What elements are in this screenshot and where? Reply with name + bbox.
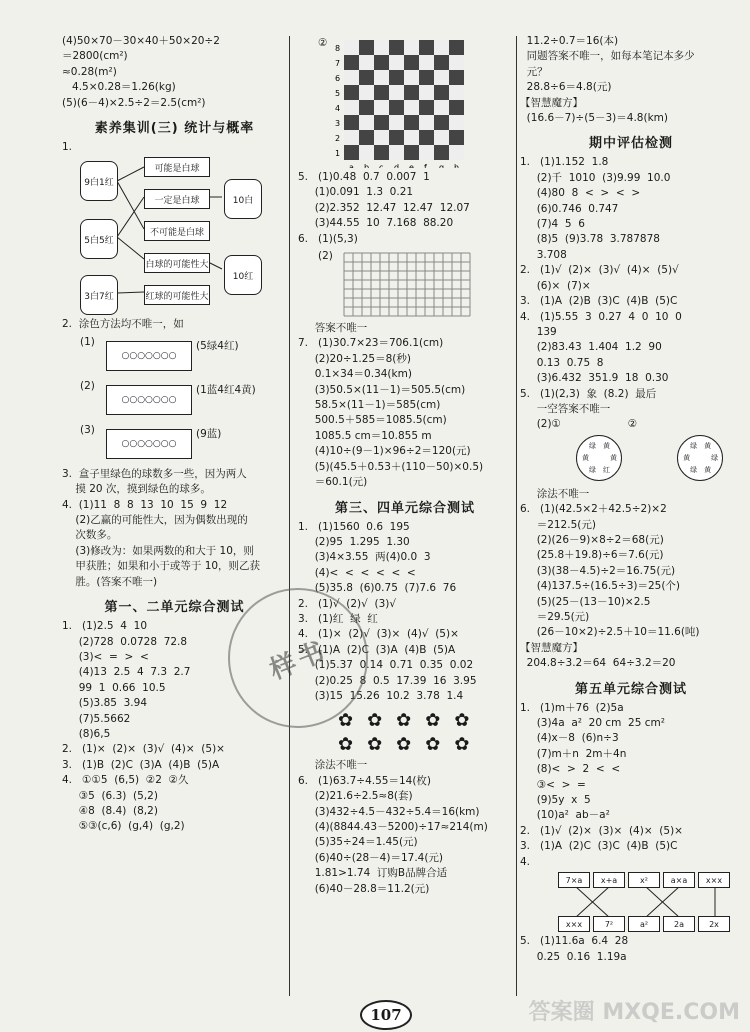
frog-card: x×x (558, 916, 590, 932)
box-number: (1) (80, 335, 95, 348)
statement-box: 红球的可能性大 (144, 285, 210, 305)
chess-square (449, 100, 464, 115)
answer-line: 4. ①①5 (6,5) ②2 ②久 (62, 774, 189, 787)
rank-label: 3 (335, 119, 341, 128)
chess-square (374, 70, 389, 85)
chess-square (434, 70, 449, 85)
answer-line: (25.8＋19.8)÷6＝7.6(元) (520, 549, 664, 562)
answer-line: (9)5y x 5 (520, 794, 591, 807)
chess-square (359, 40, 374, 55)
stamp-text: 样书 (265, 635, 333, 686)
pie-label: 绿 (690, 441, 698, 450)
rank-label: 6 (335, 74, 341, 83)
answer-line: (5)35÷24＝1.45(元) (298, 836, 418, 849)
chess-square (404, 130, 419, 145)
chess-square (449, 130, 464, 145)
column-2 (298, 34, 512, 1014)
chess-square (344, 145, 359, 160)
answer-line: (3)44.55 10 7.168 88.20 (298, 217, 454, 230)
chess-square (404, 70, 419, 85)
answer-line: 5. (1)11.6a 6.4 28 (520, 935, 629, 948)
page-number: 107 (360, 1000, 412, 1030)
answer-line: 涂法不唯一 (298, 759, 368, 772)
chess-square (374, 130, 389, 145)
frog-card: a² (628, 916, 660, 932)
frog-card: 7×a (558, 872, 590, 888)
chess-square (374, 115, 389, 130)
answer-line: ≈0.28(m²) (62, 65, 117, 78)
answer-line: (3)50.5×(11－1)＝505.5(cm) (298, 383, 466, 396)
jar-9-white-1-red: 9白1红 (80, 161, 118, 201)
chess-square (359, 85, 374, 100)
pie-figure (520, 435, 742, 485)
answer-line: 6. (1)(5,3) (298, 232, 358, 245)
answer-line: (6)0.746 0.747 (520, 202, 619, 215)
answer-line: (3)4a a² 20 cm 25 cm² (520, 717, 665, 730)
rank-label: 8 (335, 44, 341, 53)
answer-line: ＝212.5(元) (520, 518, 596, 531)
chess-square (449, 115, 464, 130)
question-label: (2) (318, 250, 333, 263)
file-label: g (439, 163, 445, 168)
section-title: 第五单元综合测试 (574, 681, 687, 697)
answer-line: 2. (1)√ (2)√ (3)√ (298, 597, 397, 610)
chess-square (389, 40, 404, 55)
answer-line: (2)20÷1.25＝8(秒) (298, 352, 411, 365)
answer-line: (3)(38－4.5)÷2＝16.75(元) (520, 564, 676, 577)
pie-label: 黄 (704, 465, 712, 474)
answer-line: (3)6.432 351.9 18 0.30 (520, 372, 669, 385)
answer-line: (2)千 1010 (3)9.99 10.0 (520, 171, 671, 184)
jar-3-white-7-red: 3白7红 (80, 275, 118, 315)
chess-square (434, 130, 449, 145)
statement-box: 可能是白球 (144, 157, 210, 177)
ball-box (62, 379, 287, 421)
jar-5-white-5-red: 5白5红 (80, 219, 118, 259)
chess-square (419, 55, 434, 70)
chess-square (404, 85, 419, 100)
answer-line: (4)137.5÷(16.5÷3)＝25(个) (520, 580, 681, 593)
chess-square (434, 115, 449, 130)
chess-square (419, 85, 434, 100)
chess-square (344, 55, 359, 70)
answer-line: 【智慧魔方】 (520, 641, 583, 654)
answer-line: (8)6,5 (62, 727, 111, 740)
file-label: f (424, 163, 427, 168)
answer-line: ＝2800(cm²) (62, 50, 128, 63)
answer-line: (4)13 2.5 4 7.3 2.7 (62, 666, 191, 679)
answer-line: 涂法不唯一 (520, 487, 590, 500)
section-title: 素养集训(三) 统计与概率 (94, 121, 255, 137)
column-1 (62, 34, 287, 1014)
answer-line: (3)432÷4.5－432÷5.4＝16(km) (298, 805, 480, 818)
answer-line: 5. (1)(2,3) 象 (8.2) 最后 (520, 387, 657, 400)
answer-line: (7)5.5662 (62, 712, 131, 725)
answer-line: 0.13 0.75 8 (520, 356, 604, 369)
chess-square (389, 70, 404, 85)
grid-figure (298, 249, 512, 319)
statement-box: 不可能是白球 (144, 221, 210, 241)
chess-square (404, 115, 419, 130)
answer-line: 2. (1)√ (2)× (3)√ (4)× (5)√ (520, 264, 679, 277)
answer-line: 摸 20 次，摸到绿色的球多。 (62, 483, 211, 496)
chess-square (359, 145, 374, 160)
answer-line: (6)× (7)× (520, 279, 591, 292)
answer-line: (2)728 0.0728 72.8 (62, 635, 188, 648)
statement-box: 一定是白球 (144, 189, 210, 209)
pie-label: 绿 (690, 465, 698, 474)
chess-square (389, 100, 404, 115)
flower-icons: ✿✿✿✿✿ (338, 734, 484, 756)
statement-box: 白球的可能性大 (144, 253, 210, 273)
file-label: d (394, 163, 400, 168)
answer-line: 3. (1)A (2)B (3)C (4)B (5)C (520, 295, 678, 308)
answer-line: ⑤③(c,6) (g,4) (g,2) (62, 820, 185, 833)
answer-line: 204.8÷3.2＝64 64÷3.2＝20 (520, 657, 676, 670)
column-3 (520, 34, 742, 1014)
frog-card: x×x (698, 872, 730, 888)
answer-line: 同题答案不唯一，如每本笔记本多少 (520, 50, 695, 63)
answer-line: 6. (1)63.7÷4.55＝14(枚) (298, 774, 432, 787)
chess-square (374, 85, 389, 100)
answer-line: 139 (520, 325, 557, 338)
rank-label: 4 (335, 104, 341, 113)
answer-line: 0.25 0.16 1.19a (520, 950, 627, 963)
answer-line: 元？ (520, 65, 548, 78)
answer-line: ④8 (8.4) (8,2) (62, 804, 158, 817)
chess-square (434, 100, 449, 115)
answer-line: (2)乙赢的可能性大，因为偶数出现的 (62, 514, 248, 527)
answer-line: (26－10×2)÷2.5＋10＝11.6(吨) (520, 626, 700, 639)
box-label: (1蓝4红4黄) (196, 383, 256, 396)
answer-line: (5)(6－4)×2.5÷2＝2.5(cm²) (62, 96, 206, 109)
box-label: (5绿4红) (196, 339, 239, 352)
box-number: (2) (80, 379, 95, 392)
answer-line: (4)10÷(9－1)×96÷2＝120(元) (298, 445, 471, 458)
answer-line: 2. (1)√ (2)× (3)× (4)× (5)× (520, 824, 683, 837)
answer-line: (8)< > 2 < < (520, 763, 621, 776)
answer-line: 3. (1)B (2)C (3)A (4)B (5)A (62, 758, 220, 771)
answer-line: 28.8÷6＝4.8(元) (520, 81, 612, 94)
column-divider (289, 36, 290, 996)
answer-line: 11.2÷0.7＝16(本) (520, 35, 619, 47)
spinner-1 (576, 435, 622, 481)
chess-square (389, 55, 404, 70)
chess-square (434, 85, 449, 100)
chess-square (419, 100, 434, 115)
answer-line: 1. (1)1.152 1.8 (520, 156, 609, 169)
answer-line: 答案不唯一 (298, 322, 368, 335)
chess-square (359, 130, 374, 145)
rank-label: 2 (335, 134, 341, 143)
chess-square (449, 55, 464, 70)
answer-line: 1085.5 cm＝10.855 m (298, 429, 432, 442)
answer-line: (10)a² ab－a² (520, 809, 610, 822)
rank-label: 5 (335, 89, 341, 98)
frog-card: a×a (663, 872, 695, 888)
frog-card: 2a (663, 916, 695, 932)
answer-line: (4)x－8 (6)n÷3 (520, 732, 619, 745)
jar-10-white: 10白 (224, 179, 262, 219)
answer-line: 2. (1)× (2)× (3)√ (4)× (5)× (62, 743, 225, 756)
answer-line: (5)35.8 (6)0.75 (7)7.6 76 (298, 582, 457, 595)
answer-line: (2)① ② (520, 418, 638, 431)
answer-line: 3. (1)红 绿 红 (298, 612, 378, 625)
chess-square (374, 145, 389, 160)
answer-line: (6)40－28.8＝11.2(元) (298, 882, 430, 895)
answer-line: 4. (1)× (2)√ (3)× (4)√ (5)× (298, 628, 459, 641)
answer-line: (4)50×70－30×40＋50×20÷2 (62, 35, 220, 47)
chess-square (419, 130, 434, 145)
answer-line: ③< > = (520, 778, 586, 791)
chess-square (434, 55, 449, 70)
answer-line: 3.708 (520, 248, 567, 261)
frog-card: 2x (698, 916, 730, 932)
answer-line: (5)3.85 3.94 (62, 697, 147, 710)
answer-line: (16.6－7)÷(5－3)＝4.8(km) (520, 112, 668, 125)
chess-square (434, 145, 449, 160)
answer-line: 【智慧魔方】 (520, 96, 583, 109)
chess-square (344, 70, 359, 85)
chess-square (389, 145, 404, 160)
frog-card: 7² (593, 916, 625, 932)
answer-line: (2)0.25 8 0.5 17.39 16 3.95 (298, 674, 477, 687)
chess-square (344, 115, 359, 130)
pie-label: 黄 (683, 453, 691, 462)
file-label: b (364, 163, 370, 168)
answer-line: (3)修改为：如果两数的和大于 10，则 (62, 544, 254, 557)
chess-square (404, 55, 419, 70)
chess-square (389, 115, 404, 130)
answer-line: 3. 盒子里绿色的球数多一些，因为两人 (62, 467, 247, 480)
chess-square (404, 100, 419, 115)
file-label: a (349, 163, 354, 168)
site-watermark: 答案圈 MXQE.COM (528, 1000, 740, 1025)
answer-line: (7)m＋n 2m＋4n (520, 747, 627, 760)
pie-label: 黄 (603, 441, 610, 450)
chess-square (359, 115, 374, 130)
answer-line: (2)95 1.295 1.30 (298, 535, 410, 548)
answer-line: ＝60.1(元) (298, 476, 368, 489)
answer-line: (7)4 5 6 (520, 218, 585, 231)
box-number: (3) (80, 423, 95, 436)
pie-label: 绿 (711, 453, 719, 462)
answer-line: 4. (520, 855, 531, 868)
answer-line: 99 1 0.66 10.5 (62, 681, 166, 694)
chess-square (434, 40, 449, 55)
chess-square (344, 100, 359, 115)
answer-line: 58.5×(11－1)＝585(cm) (298, 399, 441, 412)
chess-square (374, 40, 389, 55)
chess-square (404, 40, 419, 55)
chess-square (449, 145, 464, 160)
matching-figure (62, 157, 287, 315)
spinner-2 (677, 435, 723, 481)
file-label: c (379, 163, 384, 168)
answer-line: 5. (1)0.48 0.7 0.007 1 (298, 171, 430, 183)
answer-line: 1. (1)2.5 4 10 (62, 620, 147, 633)
rank-label: 7 (335, 59, 341, 68)
pie-label: 黄 (582, 453, 589, 462)
answer-line: (8)5 (9)3.78 3.787878 (520, 233, 660, 246)
pie-label: 黄 (610, 453, 617, 462)
answer-line: (1)5.37 0.14 0.71 0.35 0.02 (298, 659, 474, 672)
frog-matching (520, 872, 742, 932)
answer-line: (1)0.091 1.3 0.21 (298, 186, 414, 199)
section-title: 第一、二单元综合测试 (104, 600, 245, 616)
answer-line: (6)40÷(28－4)＝17.4(元) (298, 851, 444, 864)
ball-box (62, 335, 287, 377)
answer-line: 次数多。 (62, 529, 118, 542)
frog-card: x² (628, 872, 660, 888)
pie-label: 绿 (589, 441, 596, 450)
chess-square (359, 100, 374, 115)
chess-square (344, 130, 359, 145)
answer-line: (4)(8844.43－5200)÷17≈214(m) (298, 821, 488, 833)
rank-label: 1 (335, 149, 341, 158)
answer-line: ＝29.5(元) (520, 611, 590, 623)
chess-square (389, 85, 404, 100)
answer-line: 一空答案不唯一 (520, 402, 611, 415)
question-label: ② (318, 37, 328, 49)
answer-line: 胜。(答案不唯一) (62, 575, 158, 588)
answer-line: 5. (1)A (2)C (3)A (4)B (5)A (298, 643, 456, 656)
answer-line: 6. (1)(42.5×2＋42.5÷2)×2 (520, 503, 667, 516)
column-divider (516, 36, 517, 996)
chessboard (298, 36, 512, 168)
chess-square (344, 85, 359, 100)
chess-square (359, 70, 374, 85)
question-number: 1. (62, 141, 73, 154)
answer-line: 4. (1)11 8 8 13 10 15 9 12 (62, 498, 228, 511)
box-outline: ○○○○○○○ (106, 341, 192, 371)
pie-label: 黄 (704, 441, 712, 450)
chess-square (374, 100, 389, 115)
answer-line: 1. (1)1560 0.6 195 (298, 520, 410, 533)
answer-line: 3. (1)A (2)C (3)C (4)B (5)C (520, 840, 678, 853)
chess-square (449, 85, 464, 100)
answer-line: (3)4×3.55 两(4)0.0 3 (298, 551, 431, 564)
section-title: 期中评估检测 (588, 136, 673, 152)
answer-line: (3)15 15.26 10.2 3.78 1.4 (298, 689, 464, 702)
answer-line: 1.81>1.74 订购B品牌合适 (298, 867, 448, 880)
file-label: e (409, 163, 414, 168)
answer-line: (4)80 8 < > < > (520, 187, 641, 200)
answer-line: (5)(25－(13－10)×2.5 (520, 595, 651, 608)
pie-label: 红 (603, 465, 610, 474)
answer-line: ③5 (6.3) (5,2) (62, 789, 158, 802)
chess-square (359, 55, 374, 70)
chess-square (419, 115, 434, 130)
flower-icons: ✿✿✿✿✿ (338, 710, 484, 732)
answer-line: 7. (1)30.7×23＝706.1(cm) (298, 337, 444, 350)
chess-square (344, 40, 359, 55)
box-label: (9蓝) (196, 427, 222, 440)
answer-line: 4.5×0.28＝1.26(kg) (62, 81, 176, 94)
pie-label: 绿 (589, 465, 596, 474)
answer-line: 0.1×34＝0.34(km) (298, 368, 412, 381)
answer-line: 4. (1)5.55 3 0.27 4 0 10 0 (520, 310, 682, 323)
answer-line: (5)(45.5＋0.53＋(110－50)×0.5) (298, 460, 484, 473)
chess-square (404, 145, 419, 160)
box-outline: ○○○○○○○ (106, 429, 192, 459)
answer-line: (2)83.43 1.404 1.2 90 (520, 341, 662, 354)
answer-line: (2)2.352 12.47 12.47 12.07 (298, 201, 470, 214)
question-2: 2. 涂色方法均不唯一，如 (62, 318, 184, 331)
chess-square (374, 55, 389, 70)
chess-square (419, 70, 434, 85)
chess-square (449, 40, 464, 55)
chess-square (449, 70, 464, 85)
answer-line: 甲获胜；如果和小于或等于 10，则乙获 (62, 560, 261, 573)
chessboard-figure (298, 36, 512, 168)
answer-line: 1. (1)m＋76 (2)5a (520, 701, 624, 714)
jar-10-red: 10红 (224, 255, 262, 295)
chess-square (389, 130, 404, 145)
section-title: 第三、四单元综合测试 (334, 500, 475, 516)
answer-line: (2)(26－9)×8÷2＝68(元) (520, 533, 664, 546)
box-outline: ○○○○○○○ (106, 385, 192, 415)
chess-square (419, 145, 434, 160)
chess-square (419, 40, 434, 55)
answer-line: (3)< = > < (62, 650, 149, 663)
answer-line: (2)21.6÷2.5≈8(套) (298, 790, 413, 803)
file-label: h (454, 163, 460, 168)
answer-line: (4)< < < < < < (298, 566, 416, 579)
answer-line: 500.5＋585＝1085.5(cm) (298, 414, 447, 427)
ball-box (62, 423, 287, 465)
frog-card: x+a (593, 872, 625, 888)
